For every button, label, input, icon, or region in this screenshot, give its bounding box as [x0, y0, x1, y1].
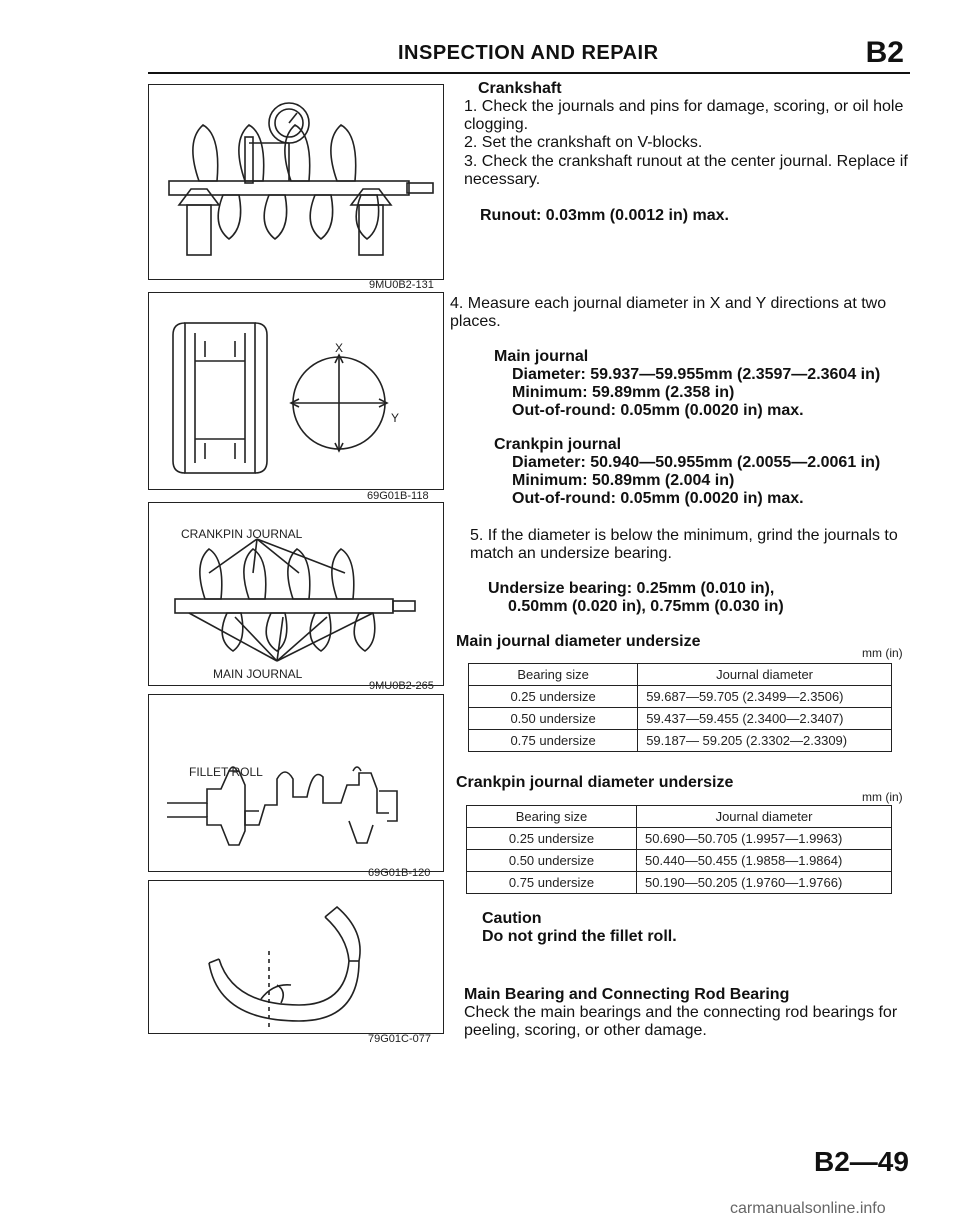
label-fillet-roll: FILLET ROLL: [189, 765, 263, 779]
table-cell: 0.25 undersize: [469, 686, 638, 708]
step-5: 5. If the diameter is below the minimum, grind the journals to match an undersize bearing.: [470, 527, 898, 562]
table-cell: 59.187— 59.205 (2.3302—2.3309): [638, 730, 892, 752]
caution-text: Do not grind the fillet roll.: [482, 928, 677, 945]
label-main-journal: MAIN JOURNAL: [213, 667, 303, 681]
header-rule: [148, 72, 910, 74]
table-cell: 0.25 undersize: [467, 828, 637, 850]
step-3: 3. Check the crankshaft runout at the center journal. Replace if necessary.: [464, 153, 908, 188]
main-journal-minimum: Minimum: 59.89mm (2.358 in): [512, 384, 735, 401]
undersize-bearing-line-2: 0.50mm (0.020 in), 0.75mm (0.030 in): [508, 598, 784, 615]
figure-code: 69G01B-118: [367, 490, 429, 502]
table-cell: 0.50 undersize: [467, 850, 637, 872]
crankpin-table-title: Crankpin journal diameter undersize: [456, 774, 734, 791]
page-number: B2—49: [814, 1146, 909, 1177]
table-cell: 50.190—50.205 (1.9760—1.9766): [637, 872, 892, 894]
table-row: [467, 850, 892, 872]
table-header-cell: Bearing size: [467, 806, 637, 828]
crankshaft-runout-illustration: [149, 85, 443, 279]
main-journal-table: [468, 663, 892, 752]
footer-watermark: carmanualsonline.info: [730, 1200, 886, 1217]
crankpin-journal-minimum: Minimum: 50.89mm (2.004 in): [512, 472, 735, 489]
table-cell: 0.50 undersize: [469, 708, 638, 730]
figure-code: 9MU0B2-265: [369, 680, 434, 692]
figure-bearing: [148, 880, 444, 1034]
figure-code: 69G01B-120: [368, 867, 431, 879]
fillet-roll-illustration: [149, 695, 443, 871]
table-header-row: [467, 806, 892, 828]
table-row: [469, 708, 892, 730]
crankshaft-heading: Crankshaft: [478, 80, 562, 97]
table-cell: 50.440—50.455 (1.9858—1.9864): [637, 850, 892, 872]
table-header-cell: Journal diameter: [638, 664, 892, 686]
table-row: [469, 686, 892, 708]
crankpin-journal-out-of-round: Out-of-round: 0.05mm (0.0020 in) max.: [512, 490, 804, 507]
table-row: [467, 872, 892, 894]
runout-spec: Runout: 0.03mm (0.0012 in) max.: [480, 207, 729, 224]
table-header-cell: Bearing size: [469, 664, 638, 686]
caution-heading: Caution: [482, 910, 542, 927]
section-code: B2: [865, 36, 904, 69]
step-1: 1. Check the journals and pins for damage, scoring, or oil hole clogging.: [464, 98, 904, 133]
table-cell: 0.75 undersize: [469, 730, 638, 752]
table-header-cell: Journal diameter: [637, 806, 892, 828]
figure-crankshaft-runout: [148, 84, 444, 280]
crankpin-journal-table: [466, 805, 892, 894]
table-cell: 0.75 undersize: [467, 872, 637, 894]
table-cell: 50.690—50.705 (1.9957—1.9963): [637, 828, 892, 850]
step-4: 4. Measure each journal diameter in X and Y directions at two places.: [450, 295, 887, 330]
main-table-title: Main journal diameter undersize: [456, 633, 701, 650]
crankpin-journal-heading: Crankpin journal: [494, 436, 622, 453]
figure-fillet-roll: [148, 694, 444, 872]
table-cell: 59.437—59.455 (2.3400—2.3407): [638, 708, 892, 730]
step-2: 2. Set the crankshaft on V-blocks.: [464, 134, 703, 151]
page-header: [148, 38, 910, 78]
bearing-illustration: [149, 881, 443, 1033]
bearing-heading: Main Bearing and Connecting Rod Bearing: [464, 986, 790, 1003]
label-crankpin-journal: CRANKPIN JOURNAL: [181, 527, 303, 541]
header-title: INSPECTION AND REPAIR: [398, 42, 659, 64]
label-x: X: [335, 341, 344, 355]
main-journal-diameter: Diameter: 59.937—59.955mm (2.3597—2.3604 in): [512, 366, 881, 383]
main-table-unit: mm (in): [862, 646, 903, 660]
label-y: Y: [391, 411, 400, 425]
figure-journal-locations: [148, 502, 444, 686]
table-header-row: [469, 664, 892, 686]
undersize-bearing-line-1: Undersize bearing: 0.25mm (0.010 in),: [488, 580, 775, 597]
journal-measurement-illustration: [149, 293, 443, 489]
main-journal-heading: Main journal: [494, 348, 589, 365]
bearing-text: Check the main bearings and the connecting rod bearings for peeling, scoring, or other damage.: [464, 1004, 898, 1039]
main-journal-out-of-round: Out-of-round: 0.05mm (0.0020 in) max.: [512, 402, 804, 419]
table-row: [469, 730, 892, 752]
figure-journal-measurement: [148, 292, 444, 490]
table-row: [467, 828, 892, 850]
crankpin-table-unit: mm (in): [862, 790, 903, 804]
table-cell: 59.687—59.705 (2.3499—2.3506): [638, 686, 892, 708]
figure-code: 79G01C-077: [368, 1033, 431, 1045]
figure-code: 9MU0B2-131: [369, 279, 434, 291]
crankpin-journal-diameter: Diameter: 50.940—50.955mm (2.0055—2.0061 in): [512, 454, 881, 471]
